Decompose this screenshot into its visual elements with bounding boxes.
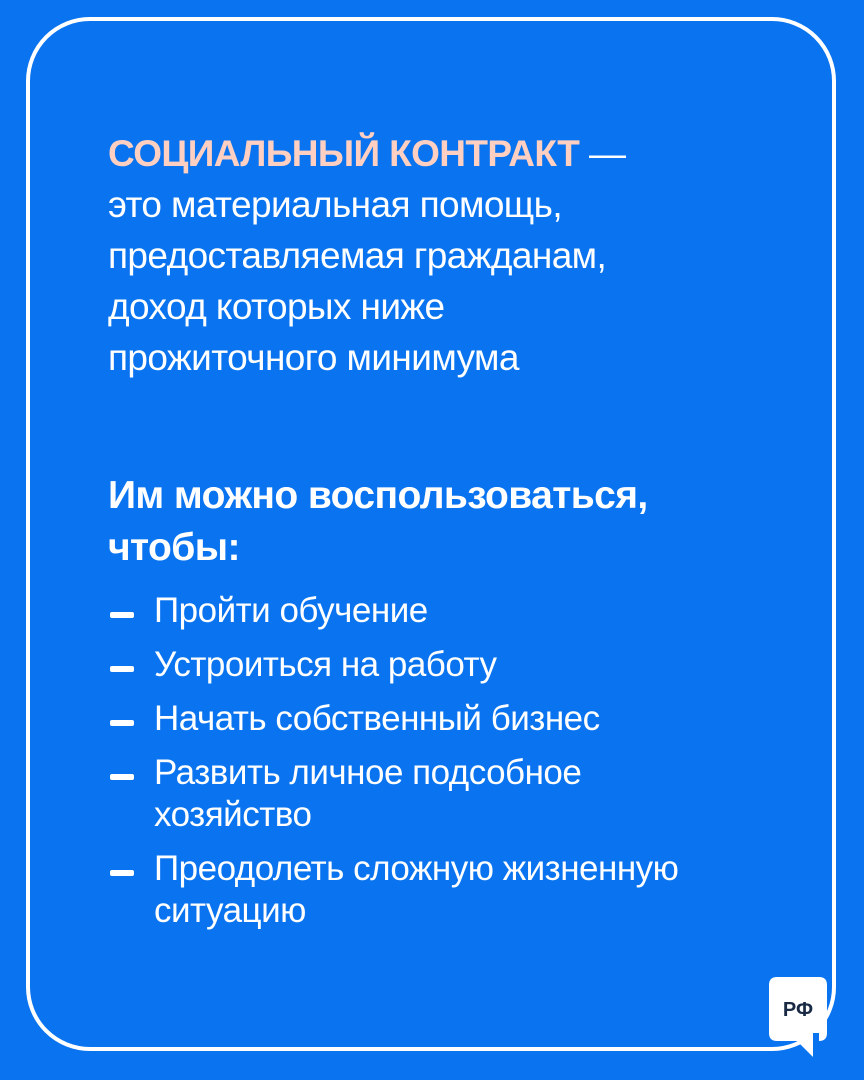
list-item xyxy=(110,644,830,686)
dash-bullet-icon xyxy=(110,774,134,780)
list-item-text: Пройти обучение xyxy=(154,591,428,630)
list-item-text: Развить личное подсобное xyxy=(154,753,582,792)
list-item xyxy=(110,848,830,932)
list-item xyxy=(110,752,830,836)
usage-heading xyxy=(108,470,808,574)
usage-heading-line: чтобы: xyxy=(108,526,240,569)
definition-block xyxy=(108,128,788,383)
term-highlight: СОЦИАЛЬНЫЙ КОНТРАКТ xyxy=(108,133,580,174)
definition-first-line xyxy=(108,128,788,179)
dash-bullet-icon xyxy=(110,720,134,726)
list-item-text: Устроиться на работу xyxy=(154,645,497,684)
list-item xyxy=(110,698,830,740)
rf-logo xyxy=(767,975,829,1059)
logo-text: РФ xyxy=(782,999,814,1021)
definition-line: доход которых ниже xyxy=(108,286,445,327)
list-item-text-continued: хозяйство xyxy=(154,795,312,834)
list-item-text-continued: ситуацию xyxy=(154,891,306,930)
usage-heading-line: Им можно воспользоваться, xyxy=(108,474,648,517)
dash-bullet-icon xyxy=(110,612,134,618)
list-item-text: Преодолеть сложную жизненную xyxy=(154,849,679,888)
list-item-text: Начать собственный бизнес xyxy=(154,699,600,738)
dash-bullet-icon xyxy=(110,666,134,672)
dash-bullet-icon xyxy=(110,870,134,876)
term-dash: — xyxy=(579,133,626,174)
list-item xyxy=(110,590,830,632)
purpose-list xyxy=(110,590,830,944)
definition-line: это материальная помощь, xyxy=(108,184,563,225)
definition-line: предоставляемая гражданам, xyxy=(108,235,607,276)
definition-line: прожиточного минимума xyxy=(108,337,519,378)
